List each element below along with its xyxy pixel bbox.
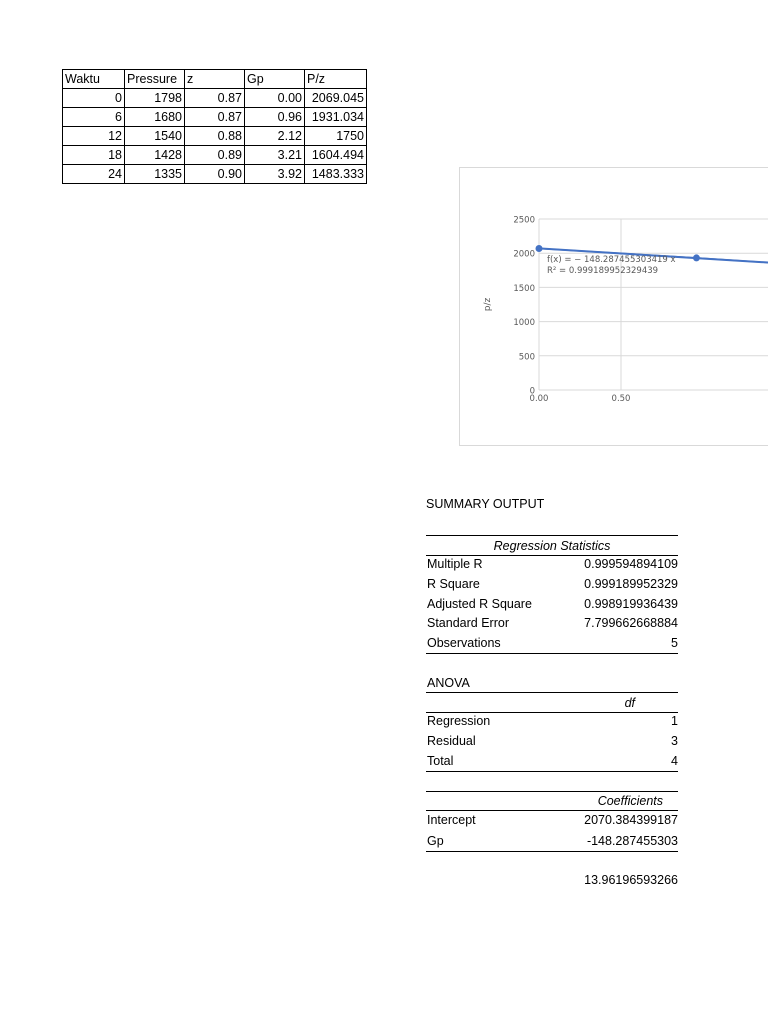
stat-label: Multiple R [427,557,483,571]
cell-gp: 0.96 [245,108,305,127]
cell-z: 0.87 [185,89,245,108]
table-row [63,127,367,146]
data-table [62,69,367,184]
cell-pressure: 1798 [125,89,185,108]
anova-value: 1 [671,714,678,728]
table-row [63,108,367,127]
cell-pz: 1483.333 [305,165,367,184]
header-waktu: Waktu [63,70,125,89]
header-pressure: Pressure [125,70,185,89]
y-tick-label: 2000 [513,249,535,260]
table-header-row [63,70,367,89]
table-row [63,89,367,108]
rule-anova-bottom [426,771,678,772]
cell-z: 0.88 [185,127,245,146]
cell-waktu: 18 [63,146,125,165]
stats-row [426,574,678,594]
coef-label: Gp [427,834,444,848]
cell-pz: 1931.034 [305,108,367,127]
cell-waktu: 0 [63,89,125,108]
header-gp: Gp [245,70,305,89]
anova-label: Total [427,754,454,768]
stats-row [426,613,678,633]
anova-title: ANOVA [427,676,470,690]
rule-stats-bottom [426,653,678,654]
anova-df-header: df [624,696,635,710]
cell-pressure: 1540 [125,127,185,146]
stat-value: 0.999189952329 [584,577,678,591]
x-tick-label: 0.50 [611,394,631,404]
anova-header-row [426,693,678,713]
coef-row [426,831,678,851]
coef-header-row [426,791,678,811]
header-pz: P/z [305,70,367,89]
cell-pz: 2069.045 [305,89,367,108]
y-tick-label: 0 [529,386,535,397]
y-tick-label: 500 [518,352,535,363]
anova-label: Residual [427,734,476,748]
data-point [536,245,543,252]
cell-gp: 0.00 [245,89,305,108]
trendline-r-squared: R² = 0.999189952329439 [547,266,659,276]
stat-label: Adjusted R Square [427,597,532,611]
x-tick-label: 0.00 [529,394,549,404]
cell-pressure: 1335 [125,165,185,184]
anova-row [426,751,678,771]
rule-coef-bottom [426,851,678,852]
chart-area[interactable] [459,167,768,446]
cell-pz: 1604.494 [305,146,367,165]
stats-row [426,554,678,574]
data-point [693,254,700,261]
stat-value: 0.998919936439 [584,597,678,611]
cell-z: 0.90 [185,165,245,184]
anova-value: 4 [671,754,678,768]
coef-row [426,810,678,830]
trendline-equation: f(x) = − 148.287455303419 x [547,255,676,265]
summary-title: SUMMARY OUTPUT [426,497,545,511]
anova-row [426,731,678,751]
cell-z: 0.87 [185,108,245,127]
coef-value: 2070.384399187 [584,813,678,827]
cell-gp: 3.92 [245,165,305,184]
table-row [63,146,367,165]
y-tick-label: 2500 [513,215,535,226]
cell-waktu: 6 [63,108,125,127]
cell-gp: 3.21 [245,146,305,165]
anova-label: Regression [427,714,491,728]
stat-label: Standard Error [427,616,509,630]
stat-label: Observations [427,636,501,650]
coef-value: -148.287455303 [586,834,678,848]
y-axis-label: p/z [483,297,493,312]
cell-gp: 2.12 [245,127,305,146]
anova-row [426,711,678,731]
stat-value: 5 [671,636,678,650]
coef-label: Intercept [427,813,476,827]
anova-value: 3 [671,734,678,748]
header-z: z [185,70,245,89]
cell-pressure: 1428 [125,146,185,165]
extra-value: 13.96196593266 [584,873,678,887]
stats-row [426,594,678,614]
cell-waktu: 24 [63,165,125,184]
y-tick-label: 1500 [513,283,535,294]
cell-waktu: 12 [63,127,125,146]
extra-value-row [426,870,678,890]
coef-header: Coefficients [597,794,663,808]
stat-value: 0.999594894109 [584,557,678,571]
scatter-chart [460,168,768,446]
cell-z: 0.89 [185,146,245,165]
anova-title-row [426,673,678,693]
cell-pz: 1750 [305,127,367,146]
stat-value: 7.799662668884 [584,616,678,630]
stat-label: R Square [427,577,480,591]
regression-stats-header-row [426,536,678,556]
regression-stats-header: Regression Statistics [493,539,611,553]
y-tick-label: 1000 [513,318,535,329]
cell-pressure: 1680 [125,108,185,127]
stats-row [426,633,678,653]
table-row [63,165,367,184]
